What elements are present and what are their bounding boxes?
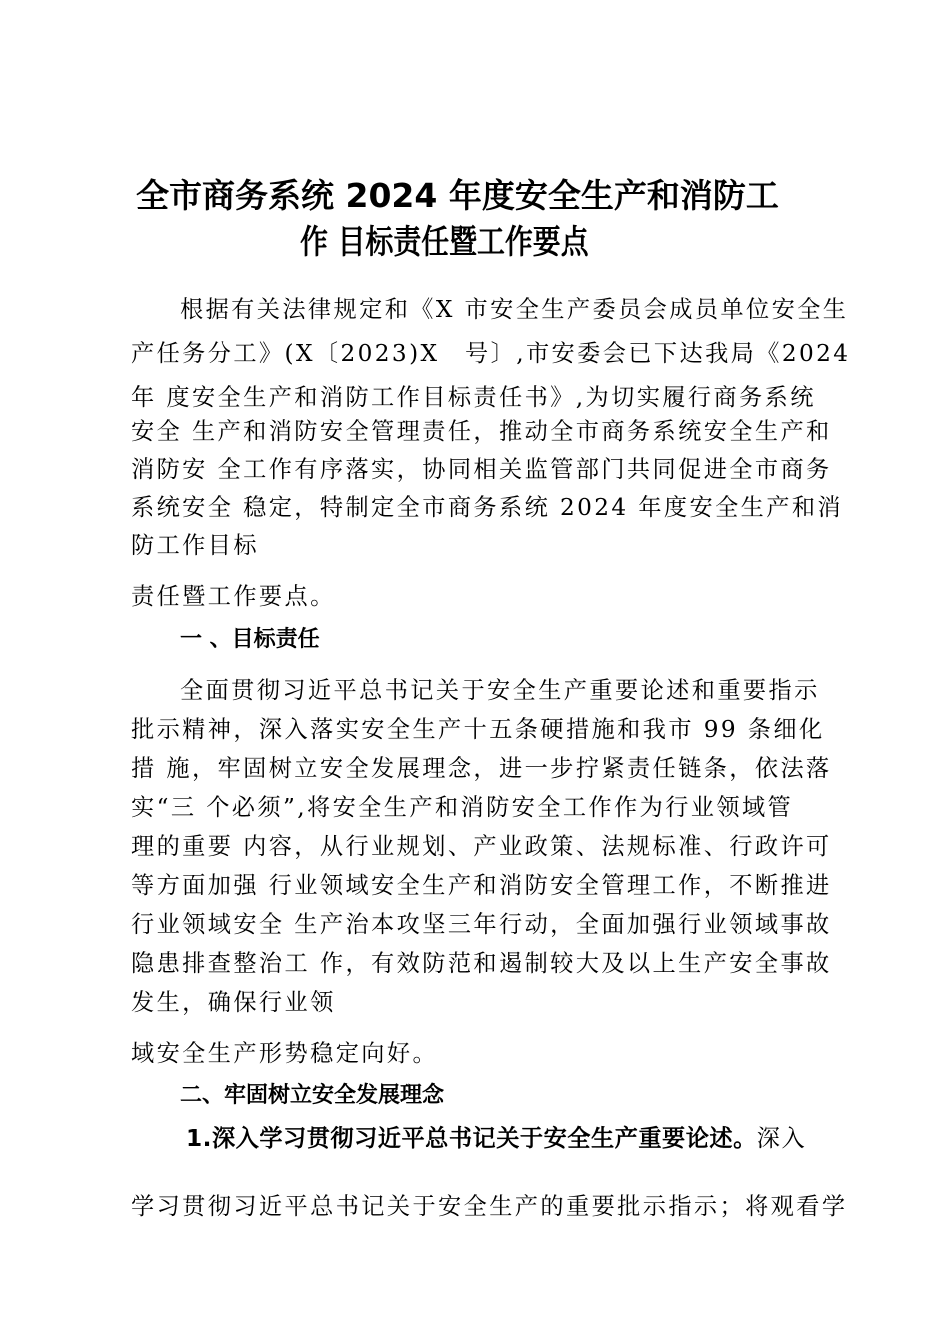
section1-line: 批示精神，深入落实安全生产十五条硬措施和我市 99 条细化 — [131, 716, 825, 743]
section1-line: 实“三 个必须”,将安全生产和消防安全工作作为行业领域管 — [131, 794, 794, 821]
section2-item-1 — [186, 1124, 806, 1154]
intro-line: 产任务分工》(X〔2023)X 号〕,市安委会已下达我局《2024 — [131, 340, 851, 367]
intro-line: 系统安全 稳定，特制定全市商务系统 2024 年度安全生产和消 — [131, 494, 844, 521]
section1-line: 发生，确保行业领 — [131, 989, 336, 1016]
section1-line: 隐患排查整治工 作，有效防范和遏制较大及以上生产安全事故 — [131, 950, 832, 977]
document-title-line-1: 全市商务系统 2024 年度安全生产和消防工 — [136, 176, 779, 215]
item-1-title: 1.深入学习贯彻习近平总书记关于安全生产重要论述。 — [186, 1125, 757, 1152]
intro-line: 安全 生产和消防安全管理责任，推动全市商务系统安全生产和 — [131, 418, 832, 445]
intro-line: 防工作目标 — [131, 532, 259, 559]
section1-line: 措 施，牢固树立安全发展理念，进一步拧紧责任链条，依法落 — [131, 755, 832, 782]
section1-line: 理的重要 内容，从行业规划、产业政策、法规标准、行政许可 — [131, 833, 832, 860]
document-title-line-2: 作 目标责任暨工作要点 — [300, 222, 589, 261]
section2-line: 学习贯彻习近平总书记关于安全生产的重要批示指示；将观看学 — [131, 1193, 848, 1220]
section1-line: 域安全生产形势稳定向好。 — [131, 1040, 439, 1067]
section1-line: 全面贯彻习近平总书记关于安全生产重要论述和重要指示 — [180, 677, 820, 704]
section-heading-2: 二、牢固树立安全发展理念 — [180, 1083, 445, 1108]
section1-line: 行业领域安全 生产治本攻坚三年行动，全面加强行业领域事故 — [131, 911, 832, 938]
section-heading-1: 一 、目标责任 — [180, 627, 320, 652]
intro-line: 消防安 全工作有序落实，协同相关监管部门共同促进全市商务 — [131, 456, 832, 483]
section1-line: 等方面加强 行业领域安全生产和消防安全管理工作，不断推进 — [131, 872, 832, 899]
intro-line: 年 度安全生产和消防工作目标责任书》,为切实履行商务系统 — [131, 384, 816, 411]
item-1-tail: 深入 — [756, 1125, 807, 1152]
intro-line: 责任暨工作要点。 — [131, 583, 336, 610]
intro-line: 根据有关法律规定和《X 市安全生产委员会成员单位安全生 — [180, 296, 849, 323]
